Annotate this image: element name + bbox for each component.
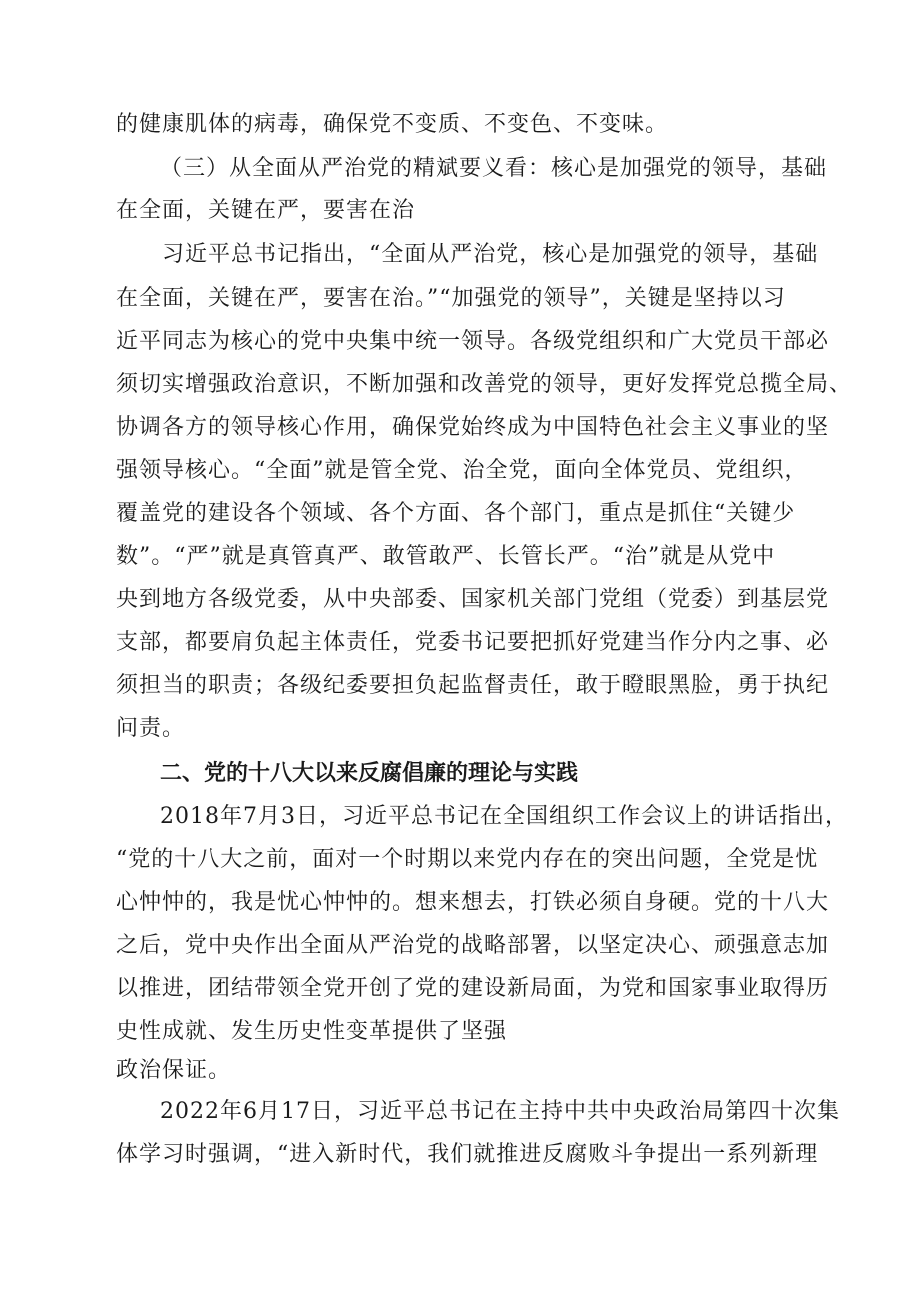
paragraph-line: 协调各方的领导核心作用，确保党始终成为中国特色社会主义事业的坚 <box>116 415 830 440</box>
paragraph-line: 须担当的职责；各级纪委要担负起监督责任，敢于瞪眼黑脸，勇于执纪 <box>116 673 830 698</box>
subheading-line: （三）从全面从严治党的精斌要义看：核心是加强党的领导，基础 <box>160 156 828 181</box>
paragraph-line: 体学习时强调，“进入新时代，我们就推进反腐败斗争提出一系列新理 <box>116 1142 819 1167</box>
paragraph-line: 2018年7月3日，习近平总书记在全国组织工作会议上的讲话指出， <box>160 804 848 829</box>
paragraph-line: 央到地方各级党委，从中央部委、国家机关部门党组（党委）到基层党 <box>116 587 830 612</box>
paragraph-line: 须切实增强政治意识，不断加强和改善党的领导，更好发挥党总揽全局、 <box>116 372 853 397</box>
paragraph-line: 心忡忡的，我是忧心忡忡的。想来想去，打铁必须自身硬。党的十八大 <box>116 890 830 915</box>
paragraph-line: 在全面，关键在严，要害在治。”“加强党的领导”，关键是坚持以习 <box>116 286 786 311</box>
paragraph-line: 数”。“严”就是真管真严、敢管敢严、长管长严。“治”就是从党中 <box>116 544 776 569</box>
paragraph-line: 强领导核心。“全面”就是管全党、治全党，面向全体党员、党组织， <box>116 458 808 483</box>
paragraph-line: 2022年6月17日，习近平总书记在主持中共中央政治局第四十次集 <box>160 1099 840 1124</box>
paragraph-line: 政治保证。 <box>116 1058 232 1083</box>
paragraph-line: 支部，都要肩负起主体责任，党委书记要把抓好党建当作分内之事、必 <box>116 630 830 655</box>
text-line: 的健康肌体的病毒，确保党不变质、不变色、不变味。 <box>116 112 669 137</box>
paragraph-line: 之后，党中央作出全面从严治党的战略部署，以坚定决心、顽强意志加 <box>116 933 830 958</box>
paragraph-line: 覆盖党的建设各个领域、各个方面、各个部门，重点是抓住“关键少 <box>116 501 796 526</box>
paragraph-line: 近平同志为核心的党中央集中统一领导。各级党组织和广大党员干部必 <box>116 329 830 354</box>
paragraph-line: 以推进，团结带领全党开创了党的建设新局面，为党和国家事业取得历 <box>116 976 830 1001</box>
paragraph-line: 习近平总书记指出，“全面从严治党，核心是加强党的领导，基础 <box>162 242 819 267</box>
section-heading: 二、党的十八大以来反腐倡廉的理论与实践 <box>160 761 579 786</box>
paragraph-line: “党的十八大之前，面对一个时期以来党内存在的突出问题，全党是忧 <box>116 847 819 872</box>
paragraph-line: 问责。 <box>116 716 186 741</box>
paragraph-line: 史性成就、发生历史性变革提供了坚强 <box>116 1019 508 1044</box>
subheading-line: 在全面，关键在严，要害在治 <box>116 198 416 223</box>
